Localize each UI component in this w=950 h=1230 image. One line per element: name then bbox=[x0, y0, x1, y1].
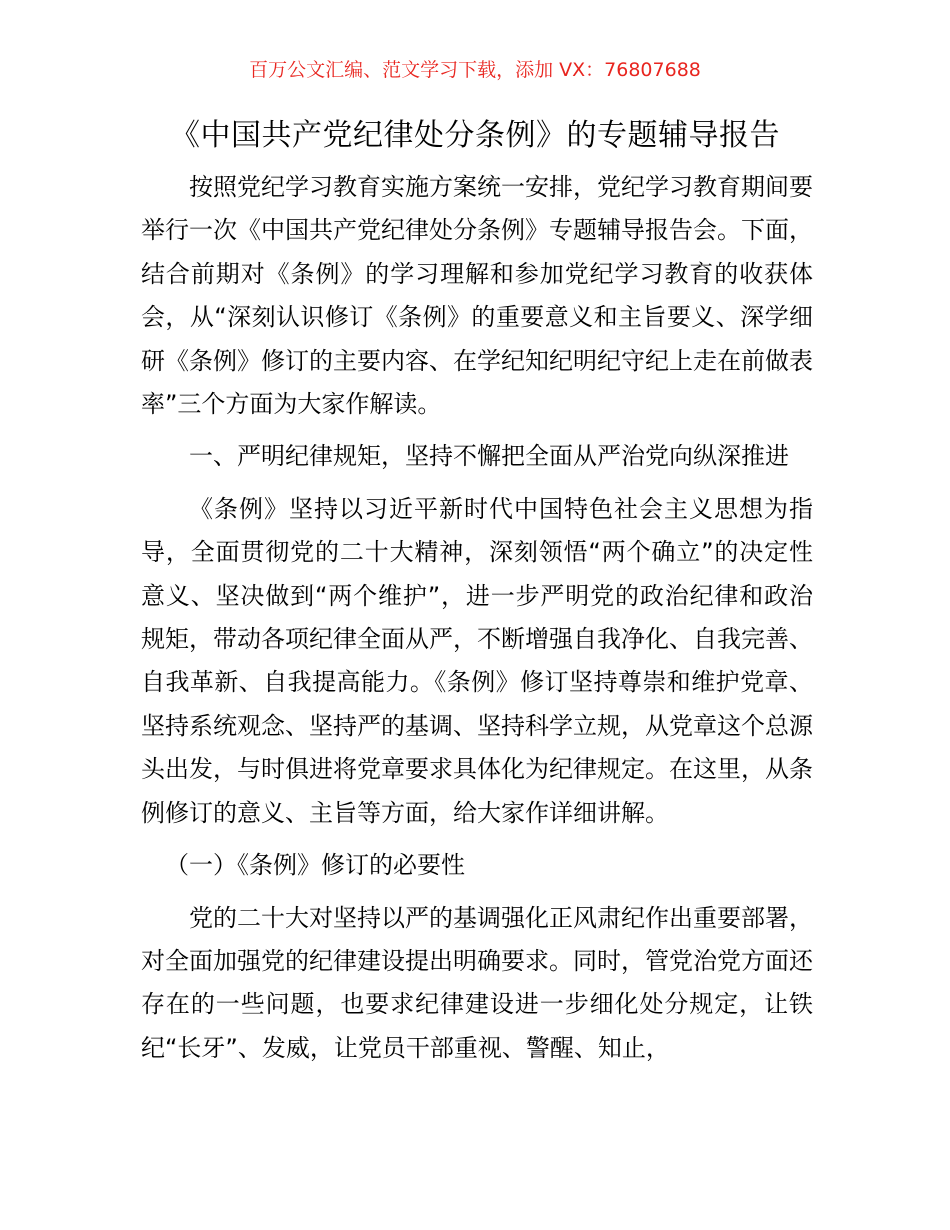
promo-header: 百万公文汇编、范文学习下载，添加 VX：76807688 bbox=[249, 59, 701, 81]
section-heading-1: 一、严明纪律规矩，坚持不懈把全面从严治党向纵深推进 bbox=[189, 442, 789, 471]
document-title: 《中国共产党纪律处分条例》的专题辅导报告 bbox=[170, 118, 780, 153]
subsection-1-paragraph: 党的二十大对坚持以严的基调强化正风肃纪作出重要部署，对全面加强党的纪律建设提出明确要求。同时，管党治党方面还存在的一些问题，也要求纪律建设进一步细化处分规定，让铁纪“长牙”、发威，让党员干部重视、警醒、知止， bbox=[141, 903, 813, 1062]
document-body bbox=[141, 166, 813, 1070]
subsection-heading-1: （一）《条例》修订的必要性 bbox=[165, 851, 465, 880]
intro-paragraph: 按照党纪学习教育实施方案统一安排，党纪学习教育期间要举行一次《中国共产党纪律处分条例》专题辅导报告会。下面，结合前期对《条例》的学习理解和参加党纪学习教育的收获体会，从“深刻认识修订《条例》的重要意义和主旨要义、深学细研《条例》修订的主要内容、在学纪知纪明纪守纪上走在前做表率”三个方面为大家作解读。 bbox=[141, 173, 813, 419]
section-1-paragraph: 《条例》坚持以习近平新时代中国特色社会主义思想为指导，全面贯彻党的二十大精神，深刻领悟“两个确立”的决定性意义、坚决做到“两个维护”，进一步严明党的政治纪律和政治规矩，带动各项纪律全面从严，不断增强自我净化、自我完善、自我革新、自我提高能力。《条例》修订坚持尊崇和维护党章、坚持系统观念、坚持严的基调、坚持科学立规，从党章这个总源头出发，与时俱进将党章要求具体化为纪律规定。在这里，从条例修订的意义、主旨等方面，给大家作详细讲解。 bbox=[141, 494, 813, 827]
